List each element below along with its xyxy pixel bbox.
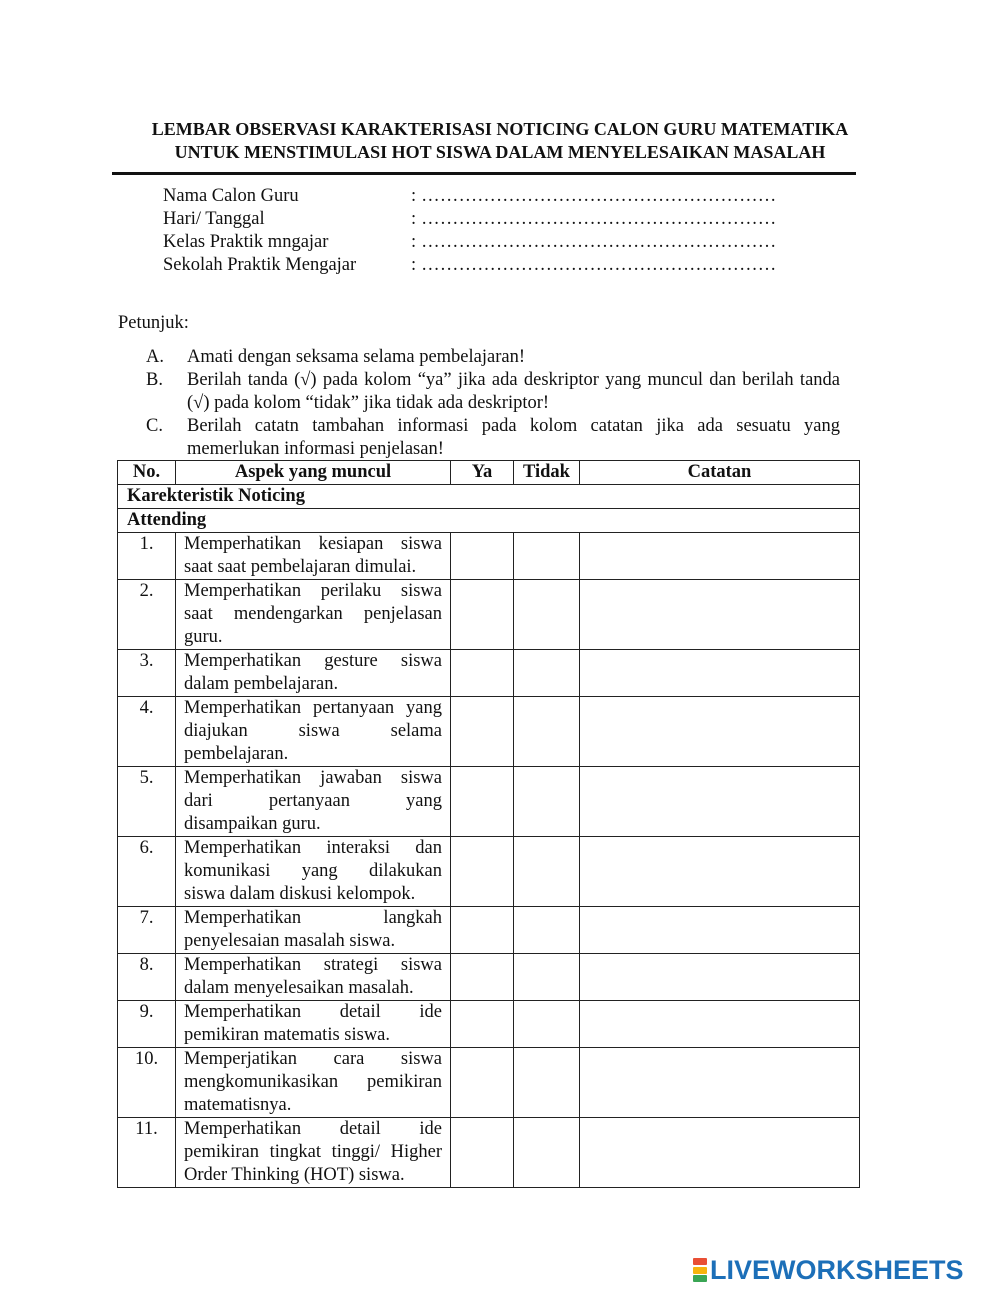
aspect-line: saat saat pembelajaran dimulai.	[184, 557, 417, 577]
catatan-cell[interactable]	[580, 1001, 860, 1048]
ya-cell[interactable]	[451, 580, 514, 650]
tidak-cell[interactable]	[514, 907, 580, 954]
row-aspect	[176, 580, 451, 650]
row-number: 1.	[118, 533, 176, 580]
row-number: 6.	[118, 837, 176, 907]
catatan-cell[interactable]	[580, 650, 860, 697]
aspect-line: Memperhatikan pertanyaan yang	[184, 698, 442, 718]
aspect-line: Memperhatikan interaksi dan	[184, 838, 442, 858]
ya-cell[interactable]	[451, 1001, 514, 1048]
tidak-cell[interactable]	[514, 954, 580, 1001]
catatan-cell[interactable]	[580, 907, 860, 954]
tidak-cell[interactable]	[514, 1048, 580, 1118]
table-row	[118, 767, 860, 837]
header-tidak: Tidak	[514, 461, 580, 485]
section-title: Karekteristik Noticing	[118, 485, 860, 509]
instruction-text: Berilah catatn tambahan informasi pada kolom catatan jika ada sesuatu yang memerlukan informasi penjelasan!	[187, 416, 840, 459]
row-aspect	[176, 650, 451, 697]
aspect-line: Memperhatikan detail ide	[184, 1002, 442, 1022]
table-row	[118, 1118, 860, 1188]
title-line-2: UNTUK MENSTIMULASI HOT SISWA DALAM MENYELESAIKAN MASALAH	[174, 142, 826, 162]
aspect-line: Memperhatikan gesture siswa	[184, 651, 442, 671]
aspect-line: Memperhatikan perilaku siswa	[184, 581, 442, 601]
instruction-text: Amati dengan seksama selama pembelajaran!	[187, 347, 525, 367]
ya-cell[interactable]	[451, 650, 514, 697]
ya-cell[interactable]	[451, 1048, 514, 1118]
row-aspect	[176, 1048, 451, 1118]
row-aspect	[176, 697, 451, 767]
row-number: 8.	[118, 954, 176, 1001]
ya-cell[interactable]	[451, 907, 514, 954]
aspect-line: komunikasi yang dilakukan	[184, 861, 442, 881]
table-row	[118, 1048, 860, 1118]
table-row	[118, 954, 860, 1001]
ya-cell[interactable]	[451, 697, 514, 767]
row-aspect	[176, 533, 451, 580]
aspect-line: penyelesaian masalah siswa.	[184, 931, 396, 951]
instruction-text: Berilah tanda (√) pada kolom “ya” jika ada deskriptor yang muncul dan berilah tanda (√) pada kolom “tidak” jika tidak ada deskriptor!	[187, 370, 840, 413]
identity-fields	[163, 185, 803, 277]
catatan-cell[interactable]	[580, 954, 860, 1001]
aspect-line: dalam pembelajaran.	[184, 674, 339, 694]
aspect-line: Memperhatikan kesiapan siswa	[184, 534, 442, 554]
field-label: Kelas Praktik mngajar	[163, 232, 329, 252]
aspect-line: disampaikan guru.	[184, 814, 321, 834]
row-aspect	[176, 837, 451, 907]
aspect-line: Memperhatikan jawaban siswa	[184, 768, 442, 788]
table-row	[118, 697, 860, 767]
field-label: Sekolah Praktik Mengajar	[163, 255, 357, 275]
instruction-letter: A.	[146, 347, 164, 367]
field-kelas-praktik	[163, 231, 803, 254]
aspect-line: dari pertanyaan yang	[184, 791, 442, 811]
catatan-cell[interactable]	[580, 580, 860, 650]
ya-cell[interactable]	[451, 533, 514, 580]
row-number: 4.	[118, 697, 176, 767]
row-aspect	[176, 1118, 451, 1188]
table-row	[118, 533, 860, 580]
aspect-line: saat mendengarkan penjelasan	[184, 604, 442, 624]
aspect-line: siswa dalam diskusi kelompok.	[184, 884, 416, 904]
aspect-line: Memperhatikan detail ide	[184, 1119, 442, 1139]
tidak-cell[interactable]	[514, 767, 580, 837]
field-label: Hari/ Tanggal	[163, 209, 265, 229]
row-aspect	[176, 954, 451, 1001]
row-number: 10.	[118, 1048, 176, 1118]
catatan-cell[interactable]	[580, 697, 860, 767]
row-aspect	[176, 1001, 451, 1048]
tidak-cell[interactable]	[514, 580, 580, 650]
aspect-line: pemikiran matematis siswa.	[184, 1025, 391, 1045]
instruction-item-c	[146, 415, 840, 461]
tidak-cell[interactable]	[514, 1001, 580, 1048]
instruction-item-b	[146, 369, 840, 415]
aspect-line: Memperhatikan strategi siswa	[184, 955, 442, 975]
field-value[interactable]: : …………………………………………………	[411, 255, 777, 275]
row-number: 2.	[118, 580, 176, 650]
tidak-cell[interactable]	[514, 533, 580, 580]
ya-cell[interactable]	[451, 1118, 514, 1188]
document-title	[100, 118, 900, 164]
aspect-line: guru.	[184, 627, 223, 647]
catatan-cell[interactable]	[580, 1118, 860, 1188]
title-line-1: LEMBAR OBSERVASI KARAKTERISASI NOTICING CALON GURU MATEMATIKA	[151, 119, 849, 139]
aspect-line: dalam menyelesaikan masalah.	[184, 978, 414, 998]
ya-cell[interactable]	[451, 954, 514, 1001]
subsection-title: Attending	[118, 509, 860, 533]
aspect-line: diajukan siswa selama	[184, 721, 442, 741]
header-catatan: Catatan	[580, 461, 860, 485]
row-aspect	[176, 767, 451, 837]
table-row	[118, 580, 860, 650]
aspect-line: mengkomunikasikan pemikiran	[184, 1072, 442, 1092]
aspect-line: Memperhatikan langkah	[184, 908, 442, 928]
table-header-row	[118, 461, 860, 485]
logo-text: LIVEWORKSHEETS	[710, 1254, 964, 1285]
catatan-cell[interactable]	[580, 837, 860, 907]
instruction-letter: C.	[146, 416, 163, 436]
header-ya: Ya	[451, 461, 514, 485]
row-number: 3.	[118, 650, 176, 697]
catatan-cell[interactable]	[580, 533, 860, 580]
ya-cell[interactable]	[451, 837, 514, 907]
table-row	[118, 650, 860, 697]
tidak-cell[interactable]	[514, 1118, 580, 1188]
logo-mark-icon	[693, 1258, 707, 1282]
instruction-letter: B.	[146, 370, 163, 390]
table-row	[118, 1001, 860, 1048]
field-nama-calon-guru	[163, 185, 803, 208]
aspect-line: pembelajaran.	[184, 744, 289, 764]
row-number: 11.	[118, 1118, 176, 1188]
field-label: Nama Calon Guru	[163, 186, 299, 206]
tidak-cell[interactable]	[514, 837, 580, 907]
aspect-line: Order Thinking (HOT) siswa.	[184, 1165, 405, 1185]
aspect-line: matematisnya.	[184, 1095, 292, 1115]
ya-cell[interactable]	[451, 767, 514, 837]
section-row	[118, 485, 860, 509]
instructions-title: Petunjuk:	[118, 313, 189, 333]
aspect-line: pemikiran tingkat tinggi/ Higher	[184, 1142, 442, 1162]
field-value[interactable]: : …………………………………………………	[411, 232, 777, 252]
aspect-line: Memperjatikan cara siswa	[184, 1049, 442, 1069]
title-divider	[112, 172, 856, 175]
header-aspek: Aspek yang muncul	[176, 461, 451, 485]
instruction-item-a	[146, 346, 840, 369]
tidak-cell[interactable]	[514, 697, 580, 767]
row-number: 9.	[118, 1001, 176, 1048]
field-value[interactable]: : …………………………………………………	[411, 209, 777, 229]
table-row	[118, 907, 860, 954]
row-aspect	[176, 907, 451, 954]
catatan-cell[interactable]	[580, 767, 860, 837]
observation-table	[117, 460, 860, 1188]
subsection-row	[118, 509, 860, 533]
header-no: No.	[118, 461, 176, 485]
field-value[interactable]: : …………………………………………………	[411, 186, 777, 206]
table-row	[118, 837, 860, 907]
catatan-cell[interactable]	[580, 1048, 860, 1118]
liveworksheets-logo	[693, 1255, 964, 1285]
tidak-cell[interactable]	[514, 650, 580, 697]
row-number: 5.	[118, 767, 176, 837]
field-sekolah-praktik	[163, 254, 803, 277]
row-number: 7.	[118, 907, 176, 954]
field-hari-tanggal	[163, 208, 803, 231]
